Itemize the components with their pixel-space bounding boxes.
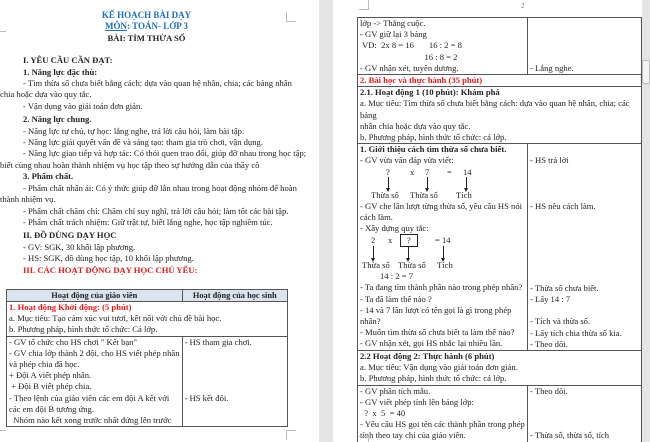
text-line: - Tìm thừa số chưa biết bằng cách: dựa vào quan hệ nhân, chia; các bảng nhân [23, 78, 292, 89]
answer-line [530, 305, 639, 316]
label: Tích [437, 260, 453, 271]
margin-mark [286, 12, 296, 22]
text-line: 16 : 8 = 2 [360, 51, 458, 62]
arrow-down-icon [388, 177, 389, 190]
arrow-down-icon [466, 177, 467, 190]
text-line: - GV phân tích mẫu. [360, 385, 431, 396]
page-number: 2 [521, 2, 525, 10]
teacher-cell [7, 336, 183, 427]
label: Thừa số [362, 260, 390, 271]
text-line: - Yêu cầu HS gọi tên các thành phần trong phép [360, 419, 525, 430]
text-line: - Năng lực giao tiếp và hợp tác: Có thói quen trao đổi, giúp đỡ nhau trong học tập; [23, 148, 307, 159]
activity-title: 1. Hoạt động Khởi động: (5 phút) [9, 302, 132, 312]
factor: 7 [425, 166, 430, 177]
text-line [530, 397, 639, 408]
text-line: - GV viết phép tính lên bảng lớp: [360, 396, 474, 407]
operator: = [447, 166, 452, 177]
subheading: 3. Phẩm chất. [23, 171, 74, 182]
text-line: - GV che lần lượt từng thừa số, yêu cầu HS nói [360, 200, 523, 211]
label: Tích [456, 189, 472, 200]
lesson-title: BÀI: TÌM THỪA SỐ [107, 32, 186, 43]
factor: 2 [371, 235, 376, 246]
activity-header-row [358, 351, 642, 386]
text-line: chia hoặc dựa vào quy tắc. [0, 89, 92, 100]
text-line: - Thừa số, thừa số, tích [530, 430, 610, 441]
label: Thừa số [410, 189, 438, 200]
text-line [530, 52, 639, 63]
text-line [185, 404, 285, 415]
student-cell [182, 336, 287, 427]
factor-unknown: ? [386, 166, 390, 177]
text-line: - GV tổ chức cho HS chơi " Kết bạn" [9, 336, 137, 347]
arrow-down-icon [427, 177, 428, 190]
label: Thừa số [398, 260, 426, 271]
text-line [185, 381, 285, 392]
page-2 [333, 0, 642, 442]
subject-value: : TOÁN- LỚP 3 [127, 21, 188, 32]
text-line [530, 29, 639, 40]
text-line: lớp -> Thắng cuộc. [360, 18, 426, 28]
subheading: 1. Năng lực đặc thù: [23, 66, 98, 77]
text-line: thành nhiệm vụ. [0, 194, 56, 205]
text-line: - HS trả lời [530, 155, 569, 166]
text-line: nhân chia hoặc dựa vào quy tắc. [360, 120, 471, 131]
column-header-student: Hoạt động của học sinh [182, 290, 287, 302]
text-line: và phép chia đã học. [9, 359, 80, 370]
answer-line: - Lấy tích chia thừa số kia. [530, 327, 622, 338]
text-line: - GV nhận xét, tuyên dương. [360, 62, 459, 73]
factor-unknown-box: ? [400, 234, 418, 247]
text-line: Nhóm nào kết xong trước nhất đứng lên trước [9, 415, 172, 426]
text-line [530, 40, 639, 51]
text-line: - HS nêu cách làm. [530, 200, 596, 211]
question-line: - Ta đang tìm thành phần nào trong phép nhân? [360, 282, 523, 293]
activity-title: 2.1. Hoạt động 1 (10 phút): Khám phá [360, 87, 500, 98]
text-line: - HS: SGK, đồ dùng học tập, 10 khối lập phương. [23, 253, 194, 264]
subject-label: MÔN [105, 21, 128, 32]
activity-table-continued [357, 17, 642, 442]
text-line: a. Mục tiêu: Tạo cảm xúc vui tươi, kết nối với chủ đề bài học. [9, 313, 222, 324]
margin-mark [359, 436, 369, 442]
section-row: 2. Bài học và thực hành (35 phút) [358, 75, 642, 87]
subheading: 2. Năng lực chung. [23, 114, 92, 125]
operator: x [410, 166, 415, 177]
page-1 [0, 0, 319, 442]
text-line: - GV giữ lại 3 bảng [360, 29, 427, 40]
text-line: - GV chia lớp thành 2 đội, cho HS viết phép nhân [9, 347, 180, 358]
arrow-down-icon [443, 246, 444, 260]
text-line: b. Phương pháp, hình thức tổ chức: cả lớp. [360, 373, 507, 384]
column-header-teacher: Hoạt động của giáo viên [7, 290, 183, 302]
arrow-down-icon [373, 246, 374, 260]
question-line: - Muốn tìm thừa số chưa biết ta làm thế nào? [360, 327, 515, 338]
activity-header-row [358, 87, 642, 144]
text-line: - HS kết đôi. [184, 392, 229, 403]
text-line: các em đội B tương ứng. [9, 403, 94, 414]
text-line: biết cùng nhau hoàn thành nhiệm vụ học tập theo sự hướng dẫn của thầy cô [0, 159, 260, 170]
text-line [185, 370, 285, 381]
text-line: tính theo tay chỉ của giáo viên. [360, 430, 466, 441]
activity-table [6, 289, 288, 427]
text-line: + Đội B viết phép chia. [9, 381, 92, 392]
answer-line: - Thừa số chưa biết. [530, 282, 599, 293]
question-line: - 14 và 7 lần lượt có tên gọi là gì trong phép [360, 304, 512, 315]
text-line: - Phẩm chất chăm chỉ: Chăm chỉ suy nghĩ, trả lời câu hỏi; làm tốt các bài tập. [23, 205, 289, 216]
text-line: VD: 2x 8 = 16 16 : 2 = 8 [360, 40, 462, 51]
text-line: - Năng lực tự chủ, tự học: lắng nghe, trả lời câu hỏi, làm bài tập. [23, 125, 245, 136]
answer-line: - Theo dõi. [530, 338, 568, 349]
text-line: - GV vừa vấn đáp vừa viết: [360, 155, 454, 166]
text-line: - Theo dõi. [530, 385, 568, 396]
arrow-down-icon [408, 247, 409, 260]
text-line [530, 408, 639, 419]
question-line: - Ta đã làm thế nào ? [360, 293, 432, 304]
margin-mark [0, 430, 6, 440]
text-line: - Phẩm chất trách nhiệm: Giữ trật tự, biết lắng nghe, học tập nghiêm túc. [23, 216, 273, 227]
student-cell [528, 144, 642, 351]
question-line: - GV nhận xét, gọi HS nhắc lại nhiều lần. [360, 338, 503, 349]
text-line: b. Phương pháp, hình thức tổ chức: cả lớp. [360, 132, 507, 143]
text-line: a. Mục tiêu: Vận dụng vào giải toán đơn giản. [360, 362, 518, 373]
teacher-cell [358, 385, 528, 442]
text-line: - Theo lệnh của giáo viên các em đội A kết với [9, 392, 170, 403]
scrollbar-handle[interactable] [642, 60, 650, 84]
division-line: 14 : 2 = 7 [380, 271, 414, 282]
text-line: cách làm. [360, 211, 393, 222]
text-line [185, 359, 285, 370]
equation-diagram-2 [360, 234, 525, 271]
text-line [530, 419, 639, 430]
section-heading: III. CÁC HOẠT ĐỘNG DẠY HỌC CHỦ YẾU: [23, 264, 198, 275]
text-line: 1. Giới thiệu cách tìm thừa số chưa biết. [360, 144, 507, 155]
product: = 14 [435, 235, 451, 246]
subject-line [6, 21, 287, 32]
answer-line: - Tích và thừa số. [530, 316, 591, 327]
product: 14 [463, 166, 472, 177]
teacher-cell [358, 18, 528, 75]
label: Thừa số [371, 189, 399, 200]
teacher-cell [358, 144, 528, 351]
student-cell [528, 18, 642, 75]
doc-title: KẾ HOẠCH BÀI DẠY [101, 10, 192, 20]
margin-mark [286, 430, 296, 440]
text-line: - Phẩm chất nhân ái: Có ý thức giúp đỡ lẫn nhau trong hoạt động nhóm để hoàn [23, 182, 297, 193]
text-line: - Lắng nghe. [530, 62, 574, 73]
answer-line: - Lấy 14 : 7 [530, 294, 571, 305]
activity-title: 2.2 Hoạt động 2: Thực hành (6 phút) [360, 351, 495, 362]
text-line: b. Phương pháp, hình thức tổ chức: Cả lớp. [9, 324, 158, 335]
student-cell [528, 385, 642, 442]
text-line: - Năng lực giải quyết vấn đề và sáng tạo: tham gia trò chơi, vận dụng. [23, 137, 263, 148]
text-line: - Xây dựng quy tắc: [360, 223, 429, 234]
text-line: + Đội A viết phép nhân. [9, 370, 92, 381]
text-line [185, 348, 285, 359]
text-line: ? x 5 = 40 [360, 408, 406, 419]
margin-mark [359, 0, 369, 10]
equation-diagram-1 [360, 167, 525, 201]
text-line: - HS tham gia chơi. [184, 336, 252, 347]
section-heading: II. ĐỒ DÙNG DẠY HỌC [23, 230, 117, 241]
question-line: nhân? [360, 316, 381, 327]
text-line [185, 415, 285, 426]
text-line: - Vận dụng vào giải toán đơn giản. [23, 100, 143, 111]
text-line: - GV: SGK, 30 khối lập phương. [23, 241, 136, 252]
text-line [530, 18, 639, 29]
activity-header-row [7, 302, 288, 337]
section-heading: I. YÊU CẦU CẦN ĐẠT: [23, 55, 113, 66]
text-line: a. Mục tiêu: Tìm thừa số chưa biết bằng cách: dựa vào quan hệ nhân, chia; các bảng [360, 98, 630, 120]
operator: x [388, 235, 393, 246]
